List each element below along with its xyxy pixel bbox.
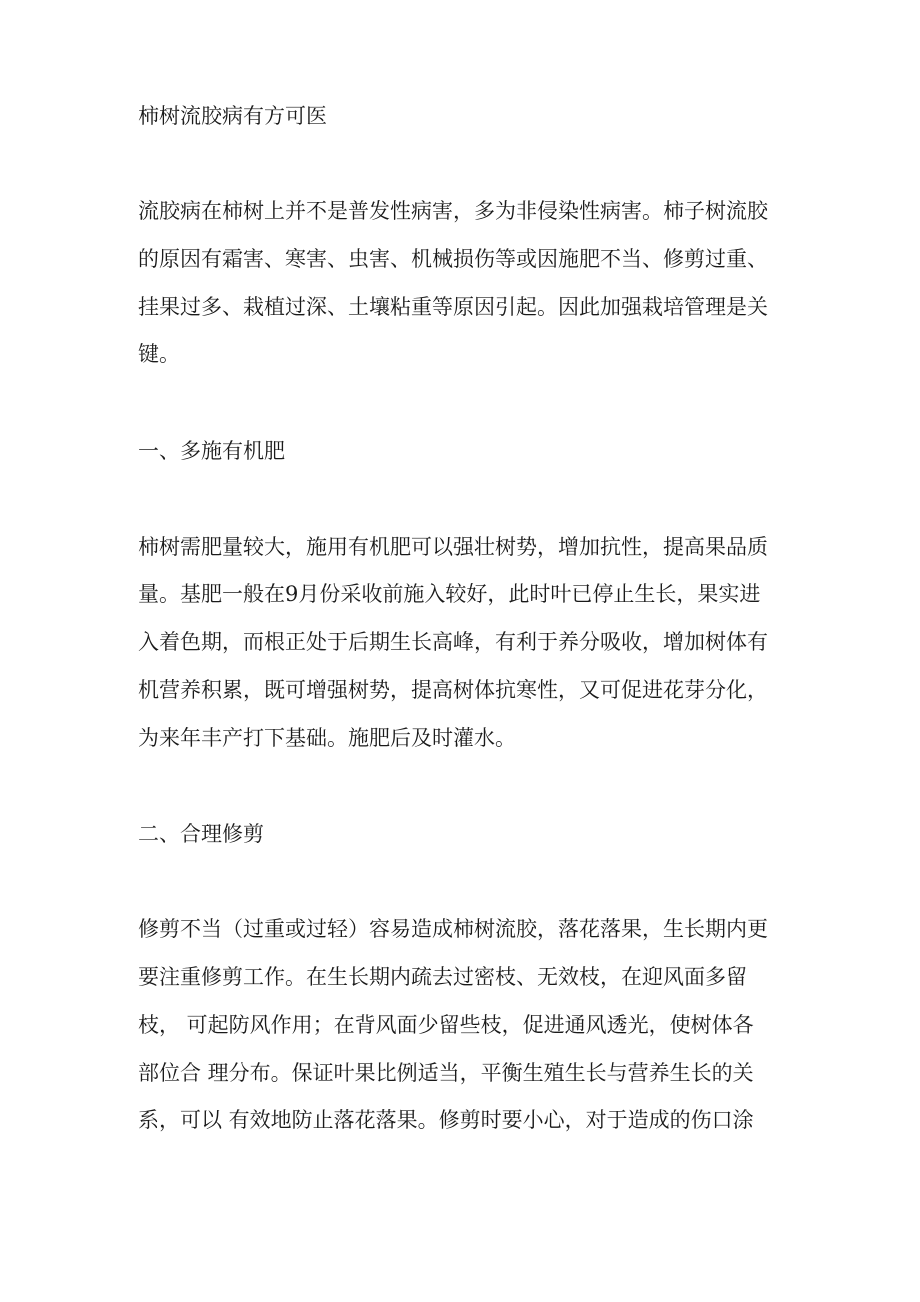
intro-line-3: 挂果过多、栽植过深、土壤粘重等原因引起。因此加强栽培管理是关 [138, 295, 768, 319]
section2-line-2: 要注重修剪工作。在生长期内疏去过密枝、无效枝，在迎风面多留 [138, 965, 747, 989]
section2-line-5: 系，可以 有效地防止落花落果。修剪时要小心，对于造成的伤口涂 [138, 1108, 754, 1132]
section2-line-1: 修剪不当（过重或过轻）容易造成柿树流胶，落花落果，生长期内更 [138, 917, 768, 941]
section1-line-1: 柿树需肥量较大，施用有机肥可以强壮树势，增加抗性，提高果品质 [138, 535, 768, 559]
section1-heading: 一、多施有机肥 [138, 439, 285, 463]
section1-line-5: 为来年丰产打下基础。施肥后及时灌水。 [138, 726, 516, 750]
intro-line-4: 键。 [138, 342, 180, 366]
section2-line-3: 枝， 可起防风作用；在背风面少留些枝，促进通风透光，使树体各 [138, 1013, 754, 1037]
section2-line-4: 部位合 理分布。保证叶果比例适当，平衡生殖生长与营养生长的关 [138, 1061, 754, 1085]
section2-heading: 二、合理修剪 [138, 822, 264, 846]
section1-line-3: 入着色期，而根正处于后期生长高峰，有利于养分吸收，增加树体有 [138, 630, 768, 654]
intro-line-1: 流胶病在柿树上并不是普发性病害，多为非侵染性病害。柿子树流胶 [138, 199, 768, 223]
intro-line-2: 的原因有霜害、寒害、虫害、机械损伤等或因施肥不当、修剪过重、 [138, 247, 768, 271]
document-title: 柿树流胶病有方可医 [138, 104, 327, 128]
section1-line-2: 量。基肥一般在9月份采收前施入较好，此时叶已停止生长，果实进 [138, 582, 761, 606]
section1-line-4: 机营养积累，既可增强树势，提高树体抗寒性，又可促进花芽分化， [138, 678, 768, 702]
